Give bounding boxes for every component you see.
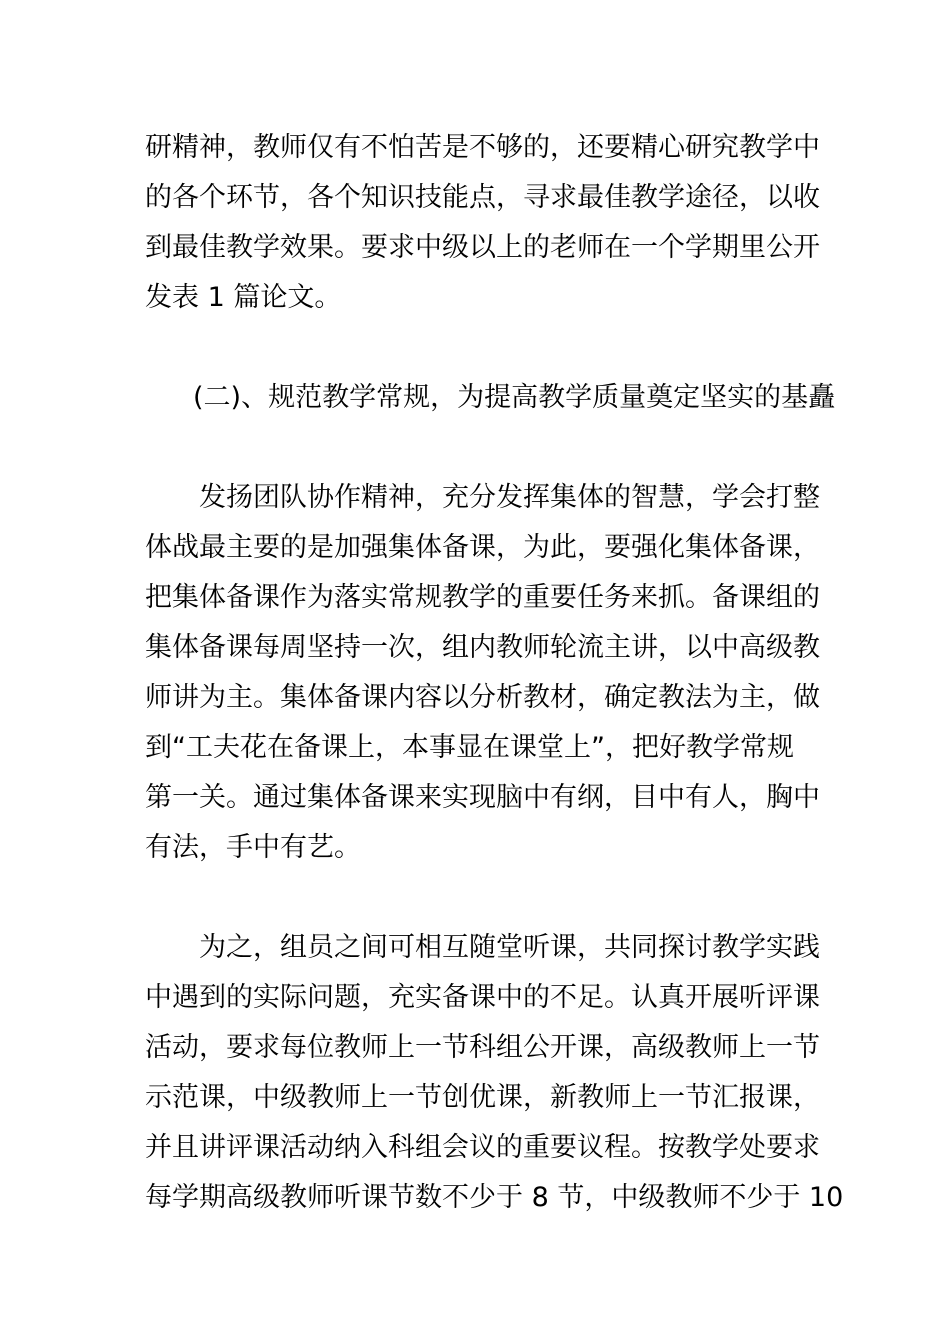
paragraph-1-line-4: 发表 1 篇论文。 — [145, 282, 342, 313]
paragraph-2-line-3: 把集体备课作为落实常规教学的重要任务来抓。备课组的 — [145, 582, 820, 613]
paragraph-3-line-2: 中遇到的实际问题，充实备课中的不足。认真开展听评课 — [145, 982, 820, 1013]
paragraph-2-line-6: 到“工夫花在备课上，本事显在课堂上”，把好教学常规 — [145, 732, 794, 763]
paragraph-1-line-3: 到最佳教学效果。要求中级以上的老师在一个学期里公开 — [145, 232, 820, 263]
paragraph-2-line-8: 有法，手中有艺。 — [145, 832, 361, 863]
paragraph-2-line-2: 体战最主要的是加强集体备课，为此，要强化集体备课， — [145, 532, 820, 563]
paragraph-2-line-1: 发扬团队协作精神，充分发挥集体的智慧，学会打整 — [199, 482, 820, 513]
paragraph-1-line-2: 的各个环节，各个知识技能点，寻求最佳教学途径，以收 — [145, 182, 820, 213]
paragraph-3-line-4: 示范课，中级教师上一节创优课，新教师上一节汇报课， — [145, 1082, 820, 1113]
paragraph-1-line-1: 研精神，教师仅有不怕苦是不够的，还要精心研究教学中 — [145, 132, 820, 163]
paragraph-3-line-6: 每学期高级教师听课节数不少于 8 节，中级教师不少于 10 — [145, 1182, 844, 1213]
paragraph-2-line-7: 第一关。通过集体备课来实现脑中有纲，目中有人，胸中 — [145, 782, 820, 813]
paragraph-3-line-3: 活动，要求每位教师上一节科组公开课，高级教师上一节 — [145, 1032, 820, 1063]
section-heading-2: (二)、规范教学常规，为提高教学质量奠定坚实的基矗 — [193, 382, 836, 413]
paragraph-3-line-5: 并且讲评课活动纳入科组会议的重要议程。按教学处要求 — [145, 1132, 820, 1163]
paragraph-2-line-4: 集体备课每周坚持一次，组内教师轮流主讲，以中高级教 — [145, 632, 820, 663]
paragraph-2-line-5: 师讲为主。集体备课内容以分析教材，确定教法为主，做 — [145, 682, 820, 713]
paragraph-3-line-1: 为之，组员之间可相互随堂听课，共同探讨教学实践 — [199, 932, 820, 963]
